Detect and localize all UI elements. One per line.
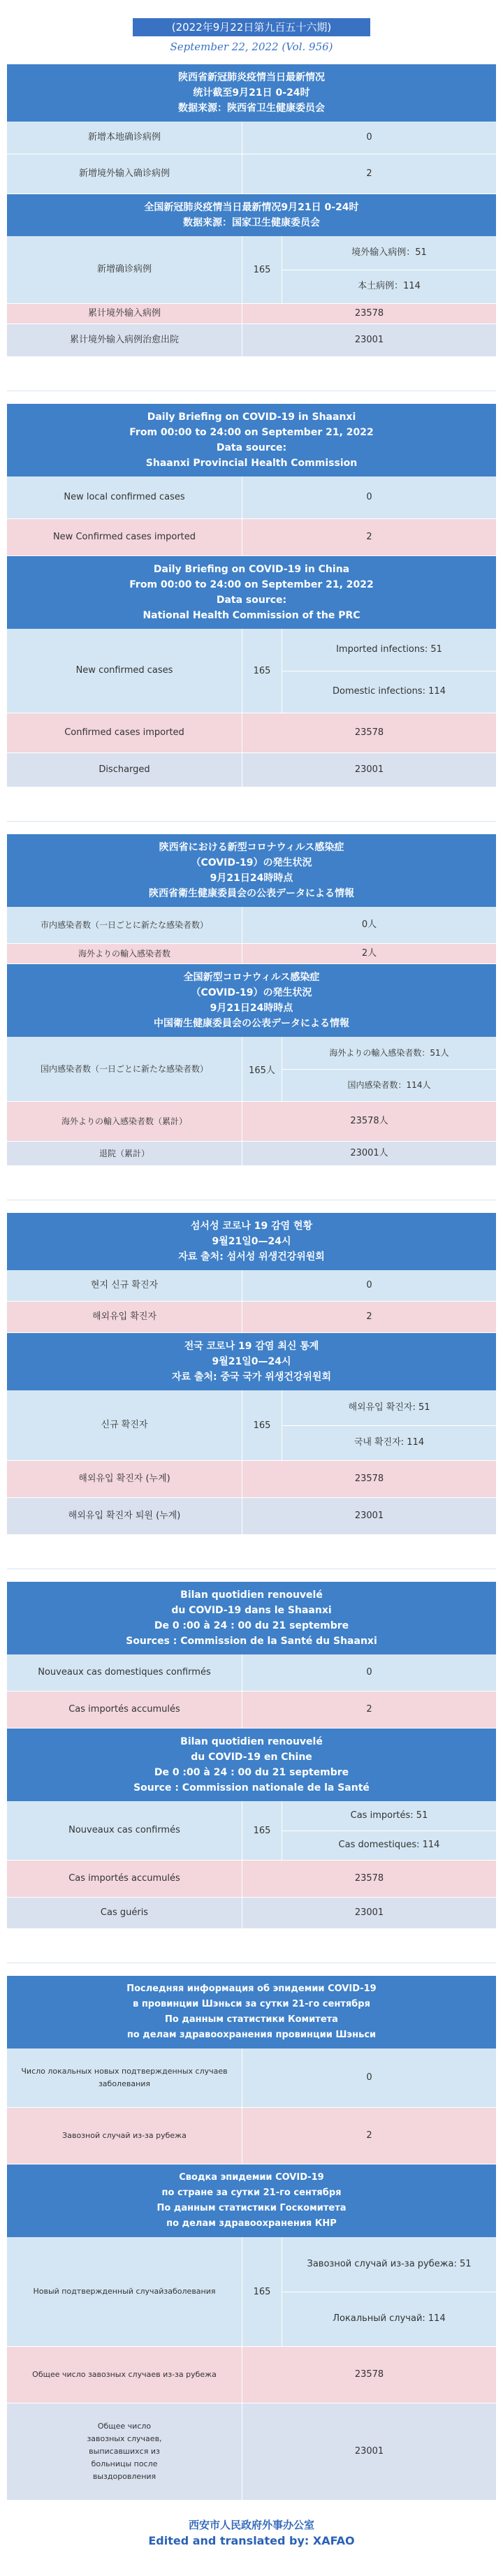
row-national-new: 신규 확진자 165 해외유입 확진자: 51 국내 확진자: 114 [7, 1390, 496, 1461]
section-title-national: Daily Briefing on COVID-19 in China From 00:00 to 24:00 on September 21, 2022 Data source: National Health Commission of the PRC [7, 556, 496, 629]
row-imported-total: 해외유입 확진자 (누계) 23578 [7, 1461, 496, 1498]
section-french [7, 1582, 496, 1929]
row-imported-new: 新增境外输入确诊病例 2 [7, 154, 496, 194]
issue-label: (2022年9月22日第九百五十六期) [133, 18, 370, 36]
row-imported-new: Завозной случай из-за рубежа 2 [7, 2108, 496, 2164]
row-national-new: New confirmed cases 165 Imported infections: 51 Domestic infections: 114 [7, 629, 496, 713]
row-imported-new: 海外よりの輸入感染者数 2人 [7, 944, 496, 964]
section-japanese [7, 834, 496, 1166]
row-local-new: Число локальных новых подтвержденных случаев заболевания 0 [7, 2049, 496, 2108]
row-local-new: 新增本地确诊病例 0 [7, 122, 496, 154]
row-discharged: Общее число завозных случаев, выписавшихся из больницы после выздоровления 23001 [7, 2403, 496, 2501]
row-local-new: New local confirmed cases 0 [7, 476, 496, 519]
bulletin-header [133, 18, 370, 54]
row-imported-new: New Confirmed cases imported 2 [7, 519, 496, 556]
section-title-national: 全国新冠肺炎疫情当日最新情况9月21日 0-24时 数据来源：国家卫生健康委员会 [7, 194, 496, 236]
section-title: Bilan quotidien renouvelé du COVID-19 dans le Shaanxi De 0 :00 à 24 : 00 du 21 septembre Sources : Commission de la Santé du Shaanxi [7, 1582, 496, 1654]
row-local-new: Nouveaux cas domestiques confirmés 0 [7, 1654, 496, 1691]
row-discharged: Cas guéris 23001 [7, 1898, 496, 1929]
row-national-new: Новый подтвержденный случайзаболевания 165 Завозной случай из-за рубежа: 51 Локальный случай: 114 [7, 2237, 496, 2347]
divider [7, 821, 496, 822]
footer [0, 2517, 503, 2549]
section-title: Последняя информация об эпидемии COVID-19 в провинции Шэньси за сутки 21-го сентября По данным статистики Комитета по делам здравоохранения провинции Шэньси [7, 1976, 496, 2049]
row-discharged: Discharged 23001 [7, 753, 496, 787]
row-imported-new: Cas importés accumulés 2 [7, 1691, 496, 1729]
section-korean [7, 1213, 496, 1535]
issue-date-en: September 22, 2022 (Vol. 956) [170, 41, 333, 53]
row-discharged: 退院（累計） 23001人 [7, 1142, 496, 1166]
row-national-new: 新增确诊病例 165 境外输入病例：51 本土病例：114 [7, 236, 496, 304]
section-english [7, 404, 496, 787]
row-local-new: 현지 신규 확진자 0 [7, 1270, 496, 1302]
row-national-new: 国内感染者数（一日ごとに新たな感染者数） 165人 海外よりの輸入感染者数：51人 国内感染者数：114人 [7, 1037, 496, 1102]
row-imported-total: Cas importés accumulés 23578 [7, 1861, 496, 1898]
section-title-national: Bilan quotidien renouvelé du COVID-19 en Chine De 0 :00 à 24 : 00 du 21 septembre Source : Commission nationale de la Santé [7, 1729, 496, 1801]
row-imported-new: 해외유입 확진자 2 [7, 1302, 496, 1333]
section-title-national: 전국 코로나 19 감염 최신 통계 9월21일0—24시 자료 출처: 중국 국가 위생건강위원회 [7, 1333, 496, 1390]
row-discharged: 累计境外输入病例治愈出院 23001 [7, 324, 496, 357]
footer-org: 西安市人民政府外事办公室 [188, 2519, 314, 2531]
row-discharged: 해외유입 확진자 퇴원 (누계) 23001 [7, 1498, 496, 1535]
section-title: 섬서성 코로나 19 감염 현황 9월21일0—24시 자료 출처: 섬서성 위생건강위원회 [7, 1213, 496, 1270]
bulletin-page [0, 18, 503, 2576]
row-imported-total: Confirmed cases imported 23578 [7, 713, 496, 753]
section-chinese [7, 64, 496, 357]
row-national-new: Nouveaux cas confirmés 165 Cas importés: 51 Cas domestiques: 114 [7, 1801, 496, 1861]
row-imported-total: 海外よりの輸入感染者数（累計） 23578人 [7, 1102, 496, 1142]
section-title: Daily Briefing on COVID-19 in Shaanxi From 00:00 to 24:00 on September 21, 2022 Data source: Shaanxi Provincial Health Commission [7, 404, 496, 476]
section-title-national: 全国新型コロナウィルス感染症 （COVID-19）の発生状況 9月21日24時時点 中国衛生健康委員会の公表データによる情報 [7, 964, 496, 1037]
row-imported-total: 累计境外输入病例 23578 [7, 304, 496, 324]
section-title: 陝西省における新型コロナウィルス感染症 （COVID-19）の発生状況 9月21日24時時点 陝西省衛生健康委員会の公表データによる情報 [7, 834, 496, 907]
row-imported-total: Общее число завозных случаев из-за рубежа 23578 [7, 2347, 496, 2403]
section-title: 陕西省新冠肺炎疫情当日最新情况 统计截至9月21日 0-24时 数据来源：陕西省卫生健康委员会 [7, 64, 496, 122]
section-title-national: Сводка эпидемии COVID-19 по стране за сутки 21-го сентября По данным статистики Госкомитета по делам здравоохранения КНР [7, 2164, 496, 2237]
row-local-new: 市内感染者数（一日ごとに新たな感染者数） 0人 [7, 907, 496, 944]
footer-credit: Edited and translated by: XAFAO [148, 2534, 355, 2547]
section-russian [7, 1976, 496, 2501]
